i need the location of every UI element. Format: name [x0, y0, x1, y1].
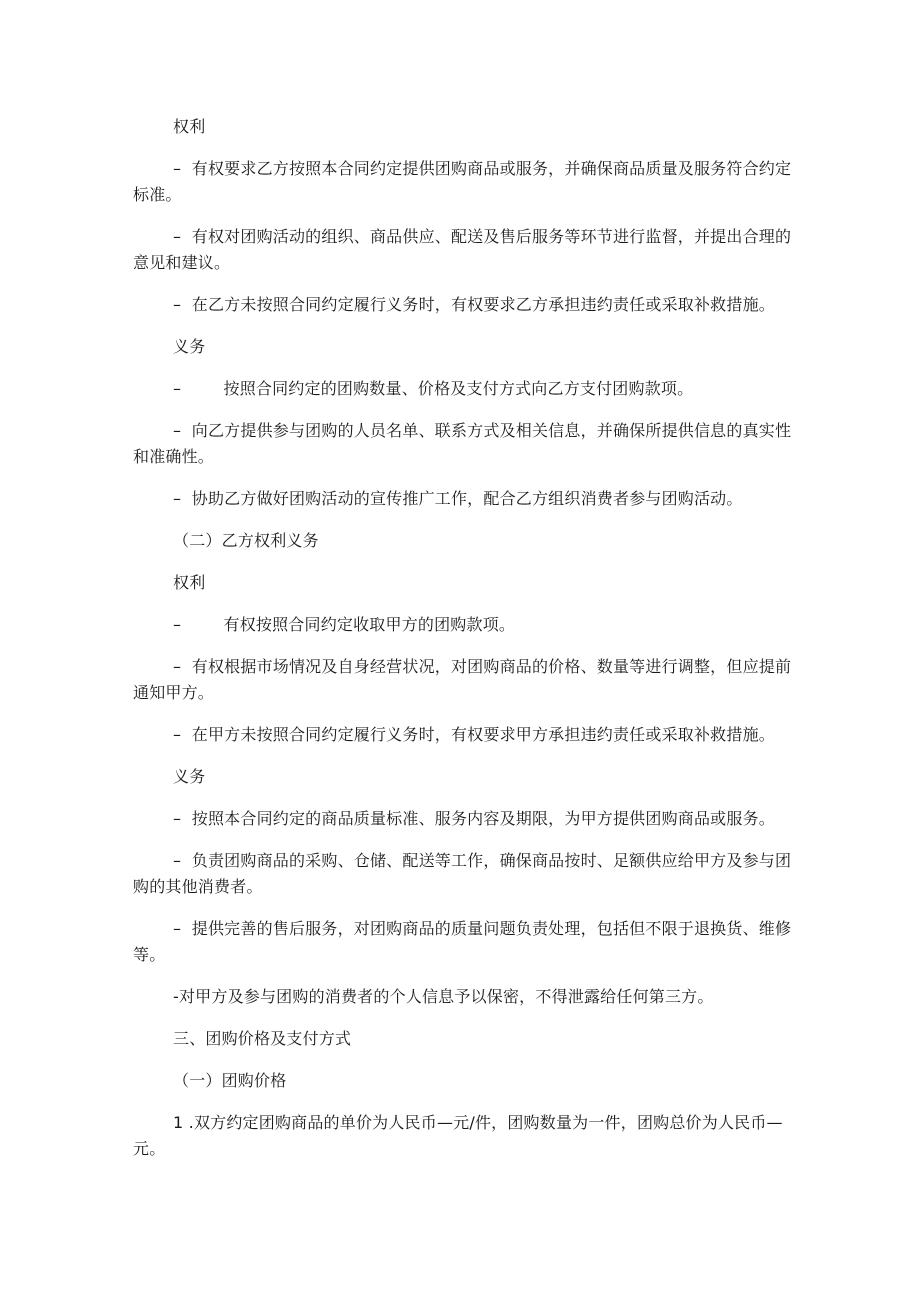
section-label-rights: 权利 [173, 573, 206, 592]
paragraph: – 向乙方提供参与团购的人员名单、联系方式及相关信息，并确保所提供信息的真实性和准确性。 [133, 421, 792, 466]
paragraph: – 协助乙方做好团购活动的宣传推广工作，配合乙方组织消费者参与团购活动。 [173, 489, 743, 508]
section-label-obligations: 义务 [173, 337, 206, 356]
paragraph: – 有权根据市场情况及自身经营状况，对团购商品的价格、数量等进行调整，但应提前通知甲方。 [133, 657, 792, 702]
paragraph: – 有权要求乙方按照本合同约定提供团购商品或服务，并确保商品质量及服务符合约定标准。 [133, 159, 792, 204]
paragraph: – 按照合同约定的团购数量、价格及支付方式向乙方支付团购款项。 [173, 379, 694, 398]
paragraph: – 负责团购商品的采购、仓储、配送等工作，确保商品按时、足额供应给甲方及参与团购的其他消费者。 [133, 851, 792, 896]
paragraph: 1 .双方约定团购商品的单价为人民币—元/件，团购数量为一件，团购总价为人民币—元。 [133, 1113, 783, 1158]
paragraph: -对甲方及参与团购的消费者的个人信息予以保密，不得泄露给任何第三方。 [173, 987, 714, 1006]
paragraph: – 提供完善的售后服务，对团购商品的质量问题负责处理，包括但不限于退换货、维修等。 [133, 919, 792, 964]
section-heading-party-b: （二）乙方权利义务 [173, 531, 319, 550]
paragraph: – 有权对团购活动的组织、商品供应、配送及售后服务等环节进行监督，并提出合理的意见和建议。 [133, 227, 792, 272]
paragraph: – 按照本合同约定的商品质量标准、服务内容及期限，为甲方提供团购商品或服务。 [173, 809, 775, 828]
paragraph: – 有权按照合同约定收取甲方的团购款项。 [173, 615, 516, 634]
section-label-rights: 权利 [173, 117, 206, 136]
section-heading-price-payment: 三、团购价格及支付方式 [173, 1029, 352, 1048]
paragraph: – 在乙方未按照合同约定履行义务时，有权要求乙方承担违约责任或采取补救措施。 [173, 295, 775, 314]
paragraph: – 在甲方未按照合同约定履行义务时，有权要求甲方承担违约责任或采取补救措施。 [173, 725, 775, 744]
subsection-heading-price: （一）团购价格 [173, 1071, 287, 1090]
document-body [133, 114, 793, 1178]
section-label-obligations: 义务 [173, 767, 206, 786]
